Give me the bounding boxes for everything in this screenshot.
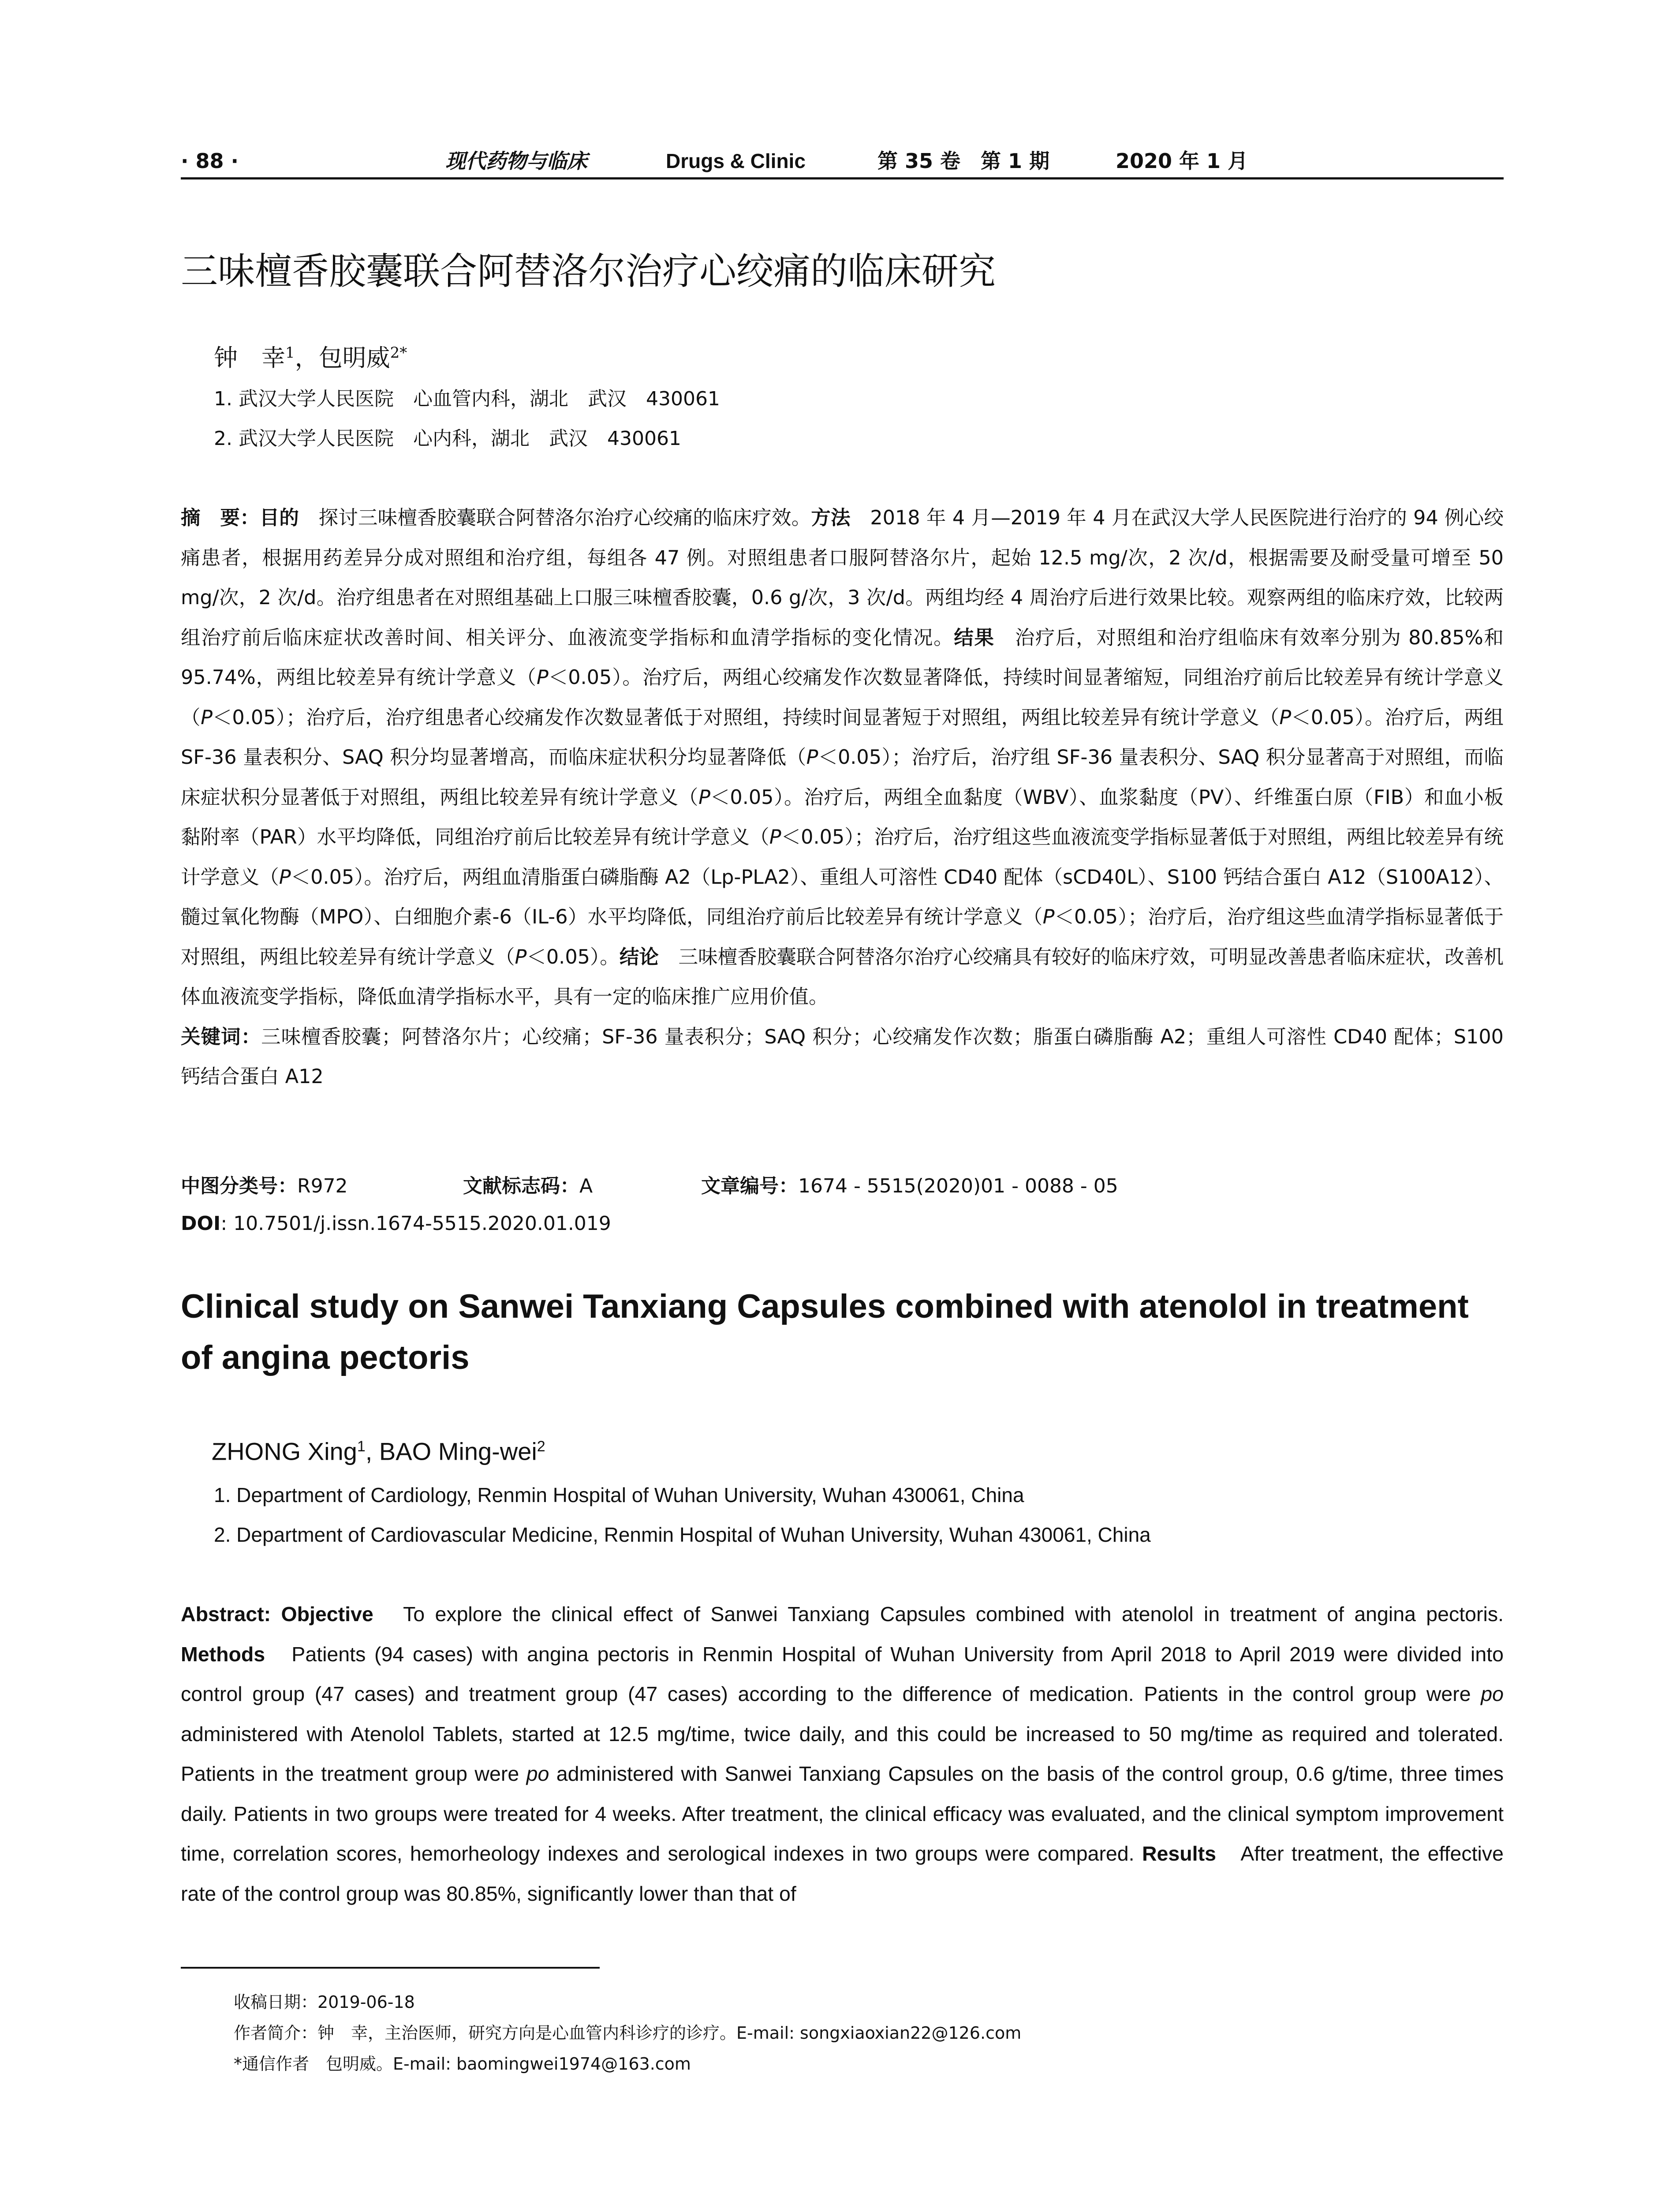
results-cn-c: ＜0.05）；治疗后，治疗组患者心绞痛发作次数显著低于对照组，持续时间显著短于对照组，两组比较差异有统计学意义（ (212, 706, 1280, 729)
footnote-rule (181, 1967, 600, 1969)
results-en: After treatment, the effective rate of the control group was 80.85%, significantly lower than that of (181, 1842, 1504, 1905)
po-term: po (526, 1762, 549, 1785)
clc-group (181, 1171, 348, 1202)
methods-cn: 2018 年 4 月—2019 年 4 月在武汉大学人民医院进行治疗的 94 例心绞痛患者，根据用药差异分成对照组和治疗组，每组各 47 例。对照组患者口服阿替洛尔片，起始 12.5 mg/次，2 次/d，根据需要及耐受量可增至 50 mg/次，2 次/d。治疗组患者在对照组基础上口服三味檀香胶囊，0.6 g/次，3 次/d。两组均经 4 周治疗后进行效果比较。观察两组的临床疗效，比较两组治疗前后临床症状改善时间、相关评分、血液流变学指标和血清学指标的变化情况。 (181, 507, 1504, 649)
affiliation-cn-2: 2. 武汉大学人民医院 心内科，湖北 武汉 430061 (214, 427, 681, 450)
results-cn-f: ＜0.05）。治疗后，两组全血黏度（WBV）、血浆黏度（PV）、纤维蛋白原（FIB）和血小板黏附率（PAR）水平均降低，同组治疗前后比较差异有统计学意义（ (181, 786, 1504, 848)
methods-en-a: Patients (94 cases) with angina pectoris in Renmin Hospital of Wuhan University from April 2018 to April 2019 were divided into control group (47 cases) and treatment group (47 cases) according to the difference of medication. Patients in the control group were (181, 1642, 1504, 1705)
doc-code-value: A (579, 1175, 593, 1197)
abstract-cn (181, 498, 1504, 1097)
footnote-corresponding: *通信作者 包明威。E-mail: baomingwei1974@163.com (234, 2054, 691, 2074)
objective-cn: 探讨三味檀香胶囊联合阿替洛尔治疗心绞痛的临床疗效。 (299, 507, 811, 529)
p-value-symbol: P (806, 746, 818, 769)
abstract-cn-label: 摘 要： (181, 507, 260, 529)
conclusion-cn-label: 结论 (619, 946, 659, 968)
doi-value: : 10.7501/j.issn.1674-5515.2020.01.019 (220, 1212, 611, 1235)
conclusion-cn: 三味檀香胶囊联合阿替洛尔治疗心绞痛具有较好的临床疗效，可明显改善患者临床症状，改善机体血液流变学指标，降低血清学指标水平，具有一定的临床推广应用价值。 (181, 946, 1504, 1008)
title-en: Clinical study on Sanwei Tanxiang Capsules combined with atenolol in treatment of angina pectoris (181, 1288, 1469, 1376)
p-value-symbol: P (1042, 906, 1055, 928)
journal-name-cn: 现代药物与临床 (445, 149, 587, 173)
journal-name-en: Drugs & Clinic (666, 149, 806, 172)
doi-line (181, 1208, 611, 1239)
po-term: po (1481, 1682, 1504, 1705)
issue-date: 2020 年 1 月 (1116, 149, 1248, 173)
author-cn-2: 包明威 (318, 344, 390, 372)
article-no-group (701, 1171, 1118, 1202)
results-cn-b: ＜0.05）。治疗后，两组心绞痛发作次数显著降低，持续时间显著缩短，同组治疗前后比较差异有统计学意义（ (181, 666, 1504, 729)
affiliation-cn-1: 1. 武汉大学人民医院 心血管内科，湖北 武汉 430061 (214, 388, 720, 410)
author-en-1-sup: 1 (357, 1438, 366, 1455)
p-value-symbol: P (279, 866, 291, 889)
results-cn-i: ＜0.05）；治疗后，治疗组这些血清学指标显著低于对照组，两组比较差异有统计学意义（ (181, 906, 1504, 968)
keywords-cn-label: 关键词： (181, 1025, 261, 1048)
author-en-2: BAO Ming-wei (379, 1437, 537, 1465)
keywords-cn: 三味檀香胶囊；阿替洛尔片；心绞痛；SF-36 量表积分；SAQ 积分；心绞痛发作次数；脂蛋白磷脂酶 A2；重组人可溶性 CD40 配体；S100 钙结合蛋白 A12 (181, 1025, 1504, 1088)
p-value-symbol: P (201, 706, 213, 729)
author-cn-1-sup: 1 (285, 344, 295, 362)
volume-issue: 第 35 卷 第 1 期 (877, 149, 1050, 173)
abstract-en (181, 1594, 1504, 1913)
affiliation-en-1: 1. Department of Cardiology, Renmin Hospital of Wuhan University, Wuhan 430061, China (214, 1484, 1024, 1506)
results-cn-g: ＜0.05）；治疗后，治疗组这些血液流变学指标显著低于对照组，两组比较差异有统计学意义（ (181, 826, 1504, 889)
results-en-label: Results (1142, 1842, 1216, 1865)
results-cn-j: ＜0.05）。 (526, 946, 620, 968)
objective-cn-label: 目的 (259, 507, 299, 529)
p-value-symbol: P (698, 786, 710, 809)
authors-cn (214, 335, 407, 376)
author-cn-sep: ， (295, 344, 319, 372)
p-value-symbol: P (769, 826, 781, 848)
objective-en: To explore the clinical effect of Sanwei Tanxiang Capsules combined with atenolol in treatment of angina pectoris. (373, 1603, 1504, 1626)
methods-en-c: administered with Sanwei Tanxiang Capsules on the basis of the control group, 0.6 g/time, three times daily. Patients in two groups were treated for 4 weeks. After treatment, the clinical efficacy was evaluated, and the clinical symptom improvement time, correlation scores, hemorheology indexes and serological indexes in two groups were compared. (181, 1762, 1504, 1865)
author-en-1: ZHONG Xing (212, 1437, 357, 1465)
objective-en-label: Objective (281, 1603, 373, 1626)
methods-en-label: Methods (181, 1642, 265, 1666)
abstract-en-label: Abstract: (181, 1603, 271, 1626)
running-header (181, 146, 1504, 176)
p-value-symbol: P (536, 666, 549, 689)
results-cn-label: 结果 (954, 626, 995, 649)
p-value-symbol: P (515, 946, 527, 968)
doc-code-label: 文献标志码： (463, 1175, 579, 1197)
clc-value: R972 (297, 1175, 348, 1197)
results-cn-h: ＜0.05）。治疗后，两组血清脂蛋白磷脂酶 A2（Lp-PLA2）、重组人可溶性 CD40 配体（sCD40L）、S100 钙结合蛋白 A12（S100A12）、髓过氧化物酶（MPO）、白细胞介素-6（IL-6）水平均降低，同组治疗前后比较差异有统计学意义（ (181, 866, 1504, 928)
article-no-label: 文章编号： (701, 1175, 798, 1197)
results-cn-a: 治疗后，对照组和治疗组临床有效率分别为 80.85%和 95.74%，两组比较差异有统计学意义（ (181, 626, 1504, 689)
doi-label: DOI (181, 1212, 221, 1235)
footnote-author-info: 作者简介：钟 幸，主治医师，研究方向是心血管内科诊疗的诊疗。E-mail: songxiaoxian22@126.com (234, 2023, 1022, 2043)
author-en-sep: , (365, 1437, 379, 1465)
title-cn: 三味檀香胶囊联合阿替洛尔治疗心绞痛的临床研究 (181, 250, 996, 293)
footnote-received: 收稿日期：2019-06-18 (234, 1992, 415, 2012)
p-value-symbol: P (1279, 706, 1292, 729)
clc-label: 中图分类号： (181, 1175, 297, 1197)
author-cn-2-sup: 2* (390, 344, 407, 362)
methods-en-b: administered with Atenolol Tablets, started at 12.5 mg/time, twice daily, and this could be increased to 50 mg/time as required and tolerated. Patients in the treatment group were (181, 1722, 1504, 1785)
author-cn-1: 钟 幸 (214, 344, 285, 372)
author-en-2-sup: 2 (537, 1438, 545, 1455)
affiliation-en-2: 2. Department of Cardiovascular Medicine, Renmin Hospital of Wuhan University, Wuhan 430061, China (214, 1523, 1151, 1546)
article-no-value: 1674 - 5515(2020)01 - 0088 - 05 (798, 1175, 1118, 1197)
page-number: · 88 · (181, 149, 239, 173)
authors-en (212, 1429, 545, 1469)
methods-cn-label: 方法 (811, 507, 851, 529)
header-rule (181, 177, 1504, 179)
results-cn-d: ＜0.05）。治疗后，两组 SF-36 量表积分、SAQ 积分均显著增高，而临床症状积分均显著降低（ (181, 706, 1504, 769)
results-cn-e: ＜0.05）；治疗后，治疗组 SF-36 量表积分、SAQ 积分显著高于对照组，而临床症状积分显著低于对照组，两组比较差异有统计学意义（ (181, 746, 1504, 809)
doc-code-group (463, 1171, 593, 1202)
